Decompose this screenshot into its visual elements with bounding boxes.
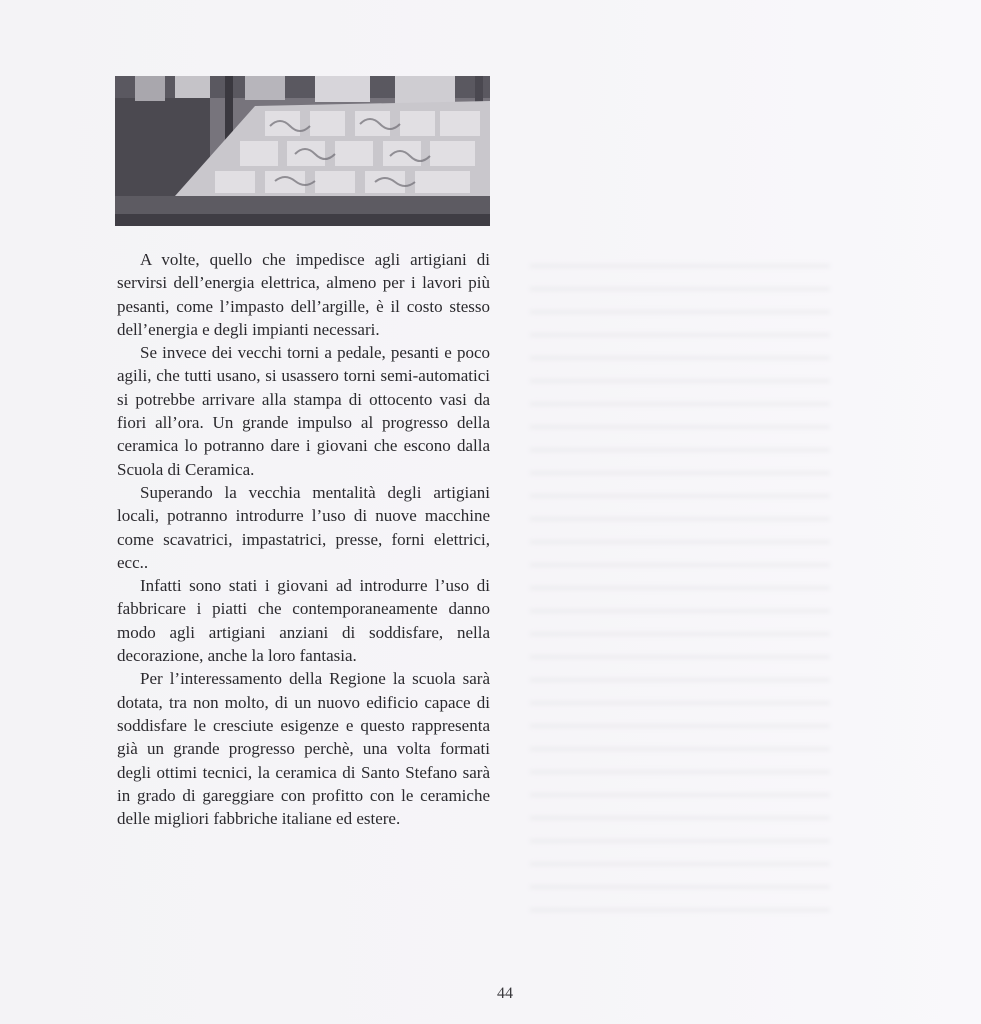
ceramic-tiles-photo: [115, 76, 490, 226]
body-paragraph-2: Se invece dei vecchi torni a pedale, pesanti e poco agili, che tutti usano, si usassero torni semi-automatici si potrebbe arrivare alla stampa di ottocento vasi da fiori all’ora. Un grande impulso al progresso della ceramica lo potranno dare i giovani che escono dalla Scuola di Ceramica.: [117, 343, 490, 479]
body-paragraph-4: Infatti sono stati i giovani ad introdurre l’uso di fabbricare i piatti che contemporaneamente danno modo agli artigiani anziani di soddisfare, nella decorazione, anche la loro fantasia.: [117, 576, 490, 666]
body-paragraph-1: A volte, quello che impedisce agli artigiani di servirsi dell’energia elettrica, almeno per i lavori più pesanti, come l’impasto dell’argille, è il costo stesso dell’energia e degli impianti necessari.: [117, 250, 490, 339]
body-paragraph-5: Per l’interessamento della Regione la scuola sarà dotata, tra non molto, di un nuovo edificio capace di soddisfare le cresciute esigenze e questo rappresenta già un grande progresso perchè, una volta formati degli ottimi tecnici, la ceramica di Santo Stefano sarà in grado di gareggiare con profitto con le ceramiche delle migliori fabbriche italiane ed estere.: [117, 669, 490, 829]
body-paragraph-3: Superando la vecchia mentalità degli artigiani locali, potranno introdurre l’uso di nuove macchine come scavatrici, impastatrici, presse, forni elettrici, ecc..: [117, 482, 490, 572]
reverse-side-bleed-through: [530, 250, 830, 930]
page-number: 44: [497, 985, 513, 1002]
body-text-column: [117, 248, 490, 830]
